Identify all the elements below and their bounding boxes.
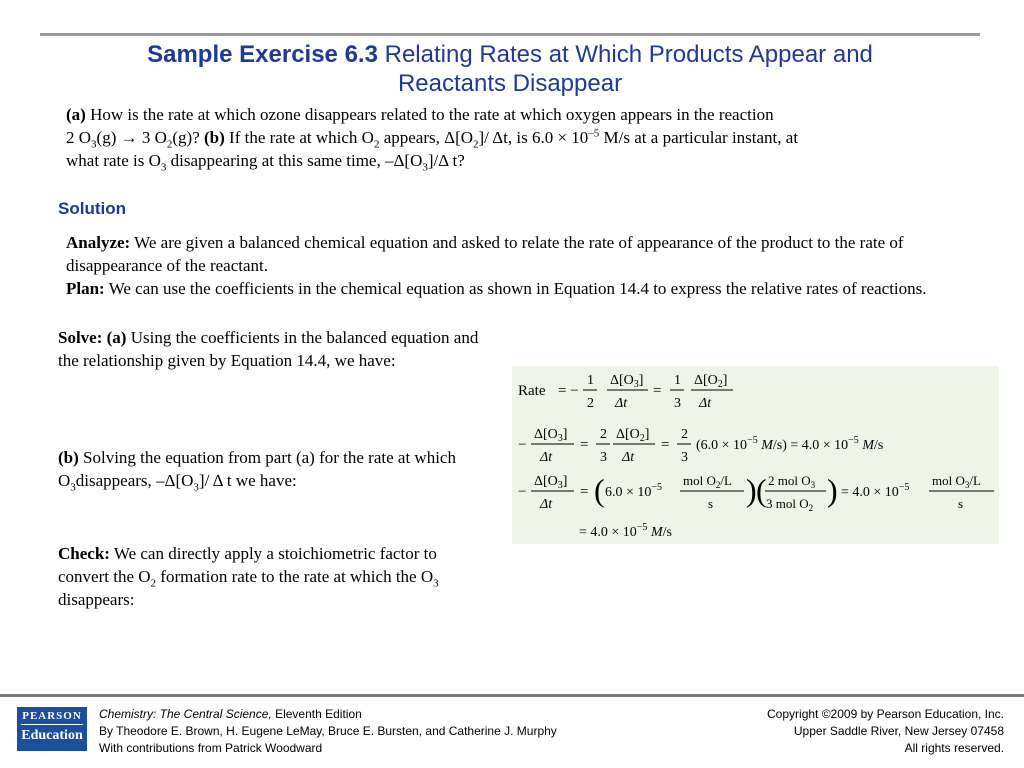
equations-box — [512, 366, 999, 544]
page-title — [40, 40, 980, 98]
eq2-equals2: = — [661, 437, 670, 453]
eq3-2mol-o3: 2 mol $O_3$ — [768, 473, 816, 490]
part-b-solve-text-1: Solving the equation from part (a) for the rate at which O — [58, 448, 456, 490]
eq1-frac1-num: 1 — [587, 373, 594, 388]
reaction-equation: 2 $O_3(g) \to 3$ $O_2(g)$? — [66, 128, 200, 151]
copyright-notice — [767, 706, 1004, 757]
analyze-text: We are given a balanced chemical equation and asked to relate the rate of appearance of the product to the rate of disappearance of the reactant. — [66, 233, 904, 275]
eq3-mol-o3-l: mol $O_3/L$ — [932, 473, 981, 490]
solve-text: Using the coefficients in the balanced equation and the relationship given by Equation 14.4, we have: — [58, 328, 479, 370]
eq3-3mol-o2: 3 mol $O_2$ — [766, 496, 814, 513]
eq3-paren-open1: ( — [594, 472, 605, 508]
solve-label: Solve: (a) — [58, 328, 127, 347]
pearson-logo — [17, 707, 87, 751]
title-line1: Relating Rates at Which Products Appear and — [384, 41, 873, 68]
eq3-equals1: = — [580, 484, 589, 500]
eq2-frac4-den: 3 — [681, 450, 688, 465]
eq3-paren-close1: ) — [746, 472, 757, 508]
part-b-text-3: ]/ Δt, is 6.0 × 10 — [478, 128, 589, 147]
eq2-frac2-num: 2 — [600, 427, 607, 442]
book-credits — [99, 706, 557, 757]
analyze-label: Analyze: — [66, 233, 131, 252]
title-line2: Reactants Disappear — [397, 70, 623, 97]
part-b-line3-3: ]/Δ t? — [427, 151, 465, 170]
solve-block — [58, 326, 488, 372]
eq1-frac1-den: 2 — [587, 396, 594, 411]
eq2-result: ($6.0 \times 10^{-5}$ $M/s) = 4.0 \times 10^{-5}$ M/s — [696, 435, 884, 453]
eq1-frac3-den: 3 — [674, 396, 681, 411]
exercise-label: Sample Exercise 6.3 — [147, 41, 378, 68]
rate-label: Rate — [518, 383, 546, 399]
solution-heading: Solution — [58, 199, 126, 218]
part-a-text: How is the rate at which ozone disappears related to the rate at which oxygen appears in the reaction — [90, 105, 774, 124]
check-block: Check: We can directly apply a stoichiometric factor to convert the $O_2$ formation rate to the rate at which the $O_3$ disappears: — [58, 544, 439, 609]
copyright-line: Copyright ©2009 by Pearson Education, Inc. — [767, 707, 1004, 721]
eq3-o3-num: $\Delta[O_3]$ — [534, 474, 568, 491]
eq1-dt-den: Δt — [615, 396, 628, 411]
part-b-text-4: M/s at a particular instant, at — [599, 128, 799, 147]
eq1-dt-den2: Δt — [699, 396, 712, 411]
eq2-frac2-den: 3 — [600, 450, 607, 465]
eq2-minus: − — [518, 437, 527, 453]
check-text-3: disappears: — [58, 590, 135, 609]
eq2-dt: Δt — [540, 450, 553, 465]
part-b-text-1: If the rate at which O — [229, 128, 374, 147]
part-b-solve-text-2: disappears, –Δ[O — [75, 471, 194, 490]
eq3-val: $6.0 \times 10^{-5}$ — [605, 482, 663, 500]
check-label: Check: — [58, 544, 110, 563]
eq1-o3-num: $\Delta[O_3]$ — [610, 373, 644, 390]
eq1-equals-minus: = − — [558, 383, 579, 399]
title-divider — [40, 33, 980, 36]
book-authors: By Theodore E. Brown, H. Eugene LeMay, Bruce E. Bursten, and Catherine J. Murphy — [99, 724, 557, 738]
equations-svg — [512, 366, 999, 544]
question-block: (a) How is the rate at which ozone disappears related to the rate at which oxygen appears in the reaction 2 $O_3(g) \to 3$ $O_2(g)$? (b) If the rate at which $O_2$ appears, $\Delta[O_2]/$ Δt, is $6.0 \times 10^{-5}$ M/s at a particular instant, at what rate is $O_3$ disappearing at this same time, $-\Delta[O_3]/\Delta$ t? — [66, 105, 799, 174]
analyze-plan-block — [66, 231, 936, 300]
eq2-frac4-num: 2 — [681, 427, 688, 442]
copyright-rights: All rights reserved. — [904, 741, 1004, 755]
part-b-exp: –5 — [588, 127, 600, 140]
part-b-line3-2: disappearing at this same time, –Δ[O — [166, 151, 423, 170]
eq1-o2-num: $\Delta[O_2]$ — [694, 373, 728, 390]
eq2-dt2: Δt — [622, 450, 635, 465]
eq1-equals: = — [653, 383, 662, 399]
footer-divider — [0, 694, 1024, 697]
logo-line2: Education — [21, 728, 83, 743]
eq4-final: = $4.0 \times 10^{-5}$ M/s — [579, 522, 672, 540]
part-a-label: (a) — [66, 105, 86, 124]
eq3-dt: Δt — [540, 497, 553, 512]
eq3-s: s — [708, 496, 714, 511]
part-b-solve-block: (b) Solving the equation from part (a) for the rate at which $O_3disappears$, $-\Delta[O_3]/$ Δ t we have: — [58, 448, 456, 494]
eq3-mol-o2-l: mol $O_2/L$ — [683, 473, 732, 490]
part-b-line3-1: what rate is O — [66, 151, 161, 170]
plan-text: We can use the coefficients in the chemical equation as shown in Equation 14.4 to express the relative rates of reactions. — [108, 279, 927, 298]
logo-line1: PEARSON — [21, 710, 83, 725]
eq1-frac3-num: 1 — [674, 373, 681, 388]
eq3-minus: − — [518, 484, 527, 500]
book-edition: Eleventh Edition — [271, 707, 362, 721]
check-text-2: formation rate to the rate at which the O — [156, 567, 434, 586]
eq3-result: = $4.0 \times 10^{-5}$ — [841, 482, 910, 500]
eq3-paren-close2: ) — [827, 472, 838, 508]
eq2-equals1: = — [580, 437, 589, 453]
check-text-1: We can directly apply a stoichiometric factor to convert the O — [58, 544, 437, 586]
book-title: Chemistry: The Central Science, — [99, 707, 272, 721]
eq2-o3-num: $\Delta[O_3]$ — [534, 427, 568, 444]
part-b-solve-text-3: ]/ Δ t we have: — [198, 471, 297, 490]
copyright-address: Upper Saddle River, New Jersey 07458 — [793, 724, 1004, 738]
eq3-paren-open2: ( — [756, 472, 767, 508]
plan-label: Plan: — [66, 279, 105, 298]
eq3-s2: s — [958, 496, 964, 511]
book-contributions: With contributions from Patrick Woodward — [99, 741, 323, 755]
eq2-o2-num: $\Delta[O_2]$ — [616, 427, 650, 444]
part-b-label: (b) — [204, 128, 225, 147]
part-b-solve-label: (b) — [58, 448, 79, 467]
part-b-text-2: appears, Δ[O — [379, 128, 474, 147]
